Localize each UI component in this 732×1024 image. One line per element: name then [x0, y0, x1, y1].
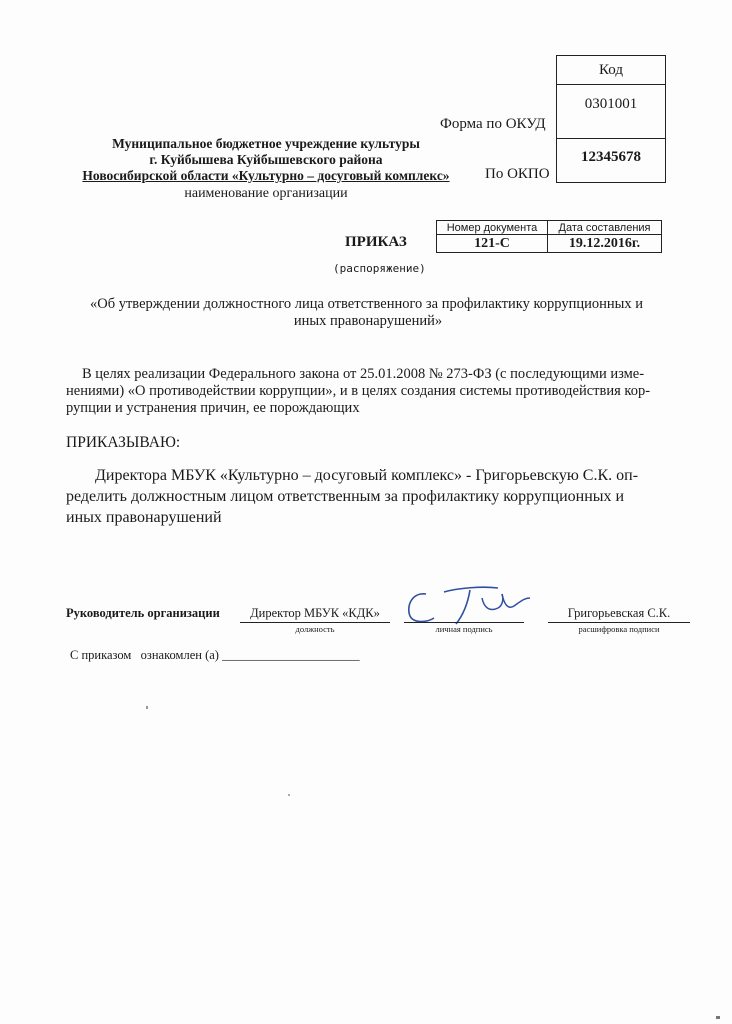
code-box-divider [557, 84, 665, 85]
document-subtitle: (распоряжение) [333, 262, 426, 275]
preamble-line-3: рупции и устранения причин, ее порождающих [66, 400, 360, 416]
forma-okud-label: Форма по ОКУД [440, 116, 546, 132]
okud-code: 0301001 [584, 96, 638, 112]
head-position: Директор МБУК «КДК» [250, 606, 380, 620]
scan-speck [288, 794, 290, 796]
code-box-divider [557, 138, 665, 139]
document-number-table [436, 220, 662, 252]
number-header: Номер документа [437, 221, 548, 235]
org-line-3: Новосибирской области «Культурно – досуговый комплекс» [82, 168, 450, 183]
org-line-1: Муниципальное бюджетное учреждение культуры [112, 136, 420, 151]
order-word: ПРИКАЗЫВАЮ: [66, 434, 181, 451]
preamble-line-2: нениями) «О противодействии коррупции», и в целях создания системы противодействия кор- [66, 383, 651, 399]
name-caption: расшифровка подписи [578, 624, 660, 634]
okpo-label: По ОКПО [485, 166, 550, 182]
acquainted-label: С приказом ознакомлен (а) ______________________ [70, 648, 360, 662]
document-number: 121-С [437, 235, 548, 253]
order-line-1: Директора МБУК «Культурно – досуговый комплекс» - Григорьевскую С.К. оп- [95, 467, 639, 484]
name-line [548, 622, 690, 623]
position-caption: должность [295, 624, 335, 634]
signature-line [404, 622, 524, 623]
okpo-code: 12345678 [581, 149, 641, 165]
head-name: Григорьевская С.К. [567, 606, 671, 620]
date-header: Дата составления [548, 221, 662, 235]
org-line-2: г. Куйбышева Куйбышевского района [149, 152, 383, 167]
head-label: Руководитель организации [66, 606, 220, 620]
scan-speck [146, 706, 148, 709]
position-line [240, 622, 390, 623]
signature-caption: личная подпись [435, 624, 493, 634]
document-date: 19.12.2016г. [548, 235, 662, 253]
document-title: ПРИКАЗ [345, 234, 407, 250]
org-caption: наименование организации [184, 186, 348, 201]
order-line-2: ределить должностным лицом ответственным за профилактику коррупционных и [66, 488, 625, 505]
preamble-line-1: В целях реализации Федерального закона от 25.01.2008 № 273-ФЗ (с последующими изме- [82, 366, 645, 382]
subject-line-1: «Об утверждении должностного лица ответственного за профилактику коррупционных и [90, 296, 644, 312]
code-box [556, 55, 666, 183]
scan-speck [716, 1016, 720, 1019]
kod-label: Код [599, 62, 623, 78]
subject-line-2: иных правонарушений» [293, 313, 443, 329]
order-line-3: иных правонарушений [66, 509, 222, 526]
